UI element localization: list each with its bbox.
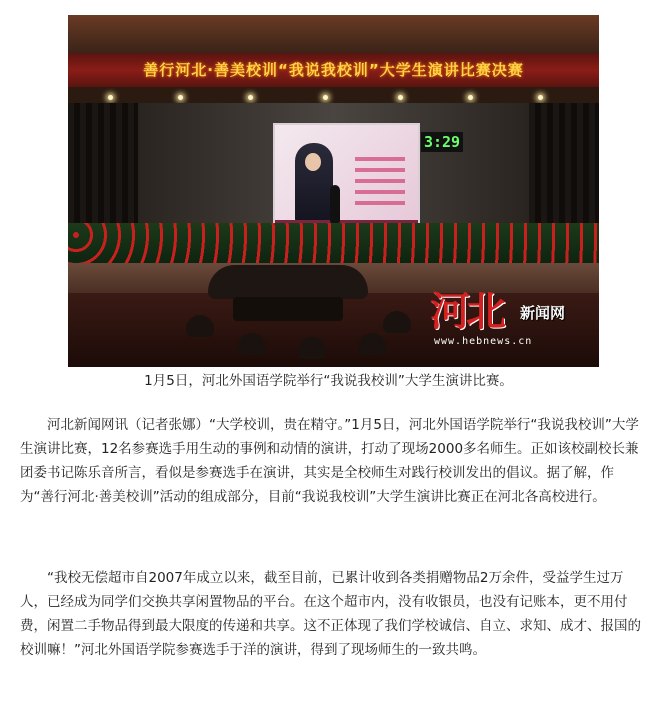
stage-lights [68,91,599,103]
light [468,95,473,100]
stool [186,315,214,337]
ceiling [68,15,599,53]
stool [298,337,326,359]
light [248,95,253,100]
flower-row [68,223,599,263]
news-photo [68,15,599,367]
hebnews-watermark [430,280,590,360]
stool [383,311,411,333]
photo-caption: 1月5日，河北外国语学院举行“我说我校训”大学生演讲比赛。 [144,373,513,389]
stool [238,333,266,355]
graduate-face [305,153,321,171]
article-paragraph-2: “我校无偿超市自2007年成立以来，截至目前，已累计收到各类捐赠物品2万余件，受益学生过万人，已经成为同学们交换共享闲置物品的平台。在这个超市内，没有收银员，也没有记账本，更不用付费，闲置二手物品得到最大限度的传递和共享。这不正体现了我们学校诚信、自立、求知、成才、报国的校训嘛！”河北外国语学院参赛选手于洋的演讲，得到了现场师生的一致共鸣。 [20,570,641,658]
watermark-site-name: 新闻网 [520,304,566,322]
article-paragraph-1: 河北新闻网讯（记者张娜）“大学校训，贵在精守。”1月5日，河北外国语学院举行“我说我校训”大学生演讲比赛，12名参赛选手用生动的事例和动情的演讲，打动了现场2000多名师生。正如该校副校长兼团委书记陈乐音所言，看似是参赛选手在演讲，其实是全校师生对践行校训发出的倡议。据了解，作为“善行河北·善美校训”活动的组成部分，目前“我说我校训”大学生演讲比赛正在河北各高校进行。 [20,417,639,505]
screen-text-lines [355,150,405,212]
countdown-timer: 3:29 [421,132,463,152]
stool [358,333,386,355]
projection-screen [273,123,420,232]
light [323,95,328,100]
watermark-url: www.hebnews.cn [434,336,533,347]
light [108,95,113,100]
light [538,95,543,100]
watermark-logo: 河北 [430,288,502,335]
light [178,95,183,100]
light [398,95,403,100]
event-banner: 善行河北·善美校训“我说我校训”大学生演讲比赛决赛 [68,53,599,87]
speaker-silhouette [330,185,340,223]
tea-table-base [233,297,343,321]
tea-table [208,265,368,299]
